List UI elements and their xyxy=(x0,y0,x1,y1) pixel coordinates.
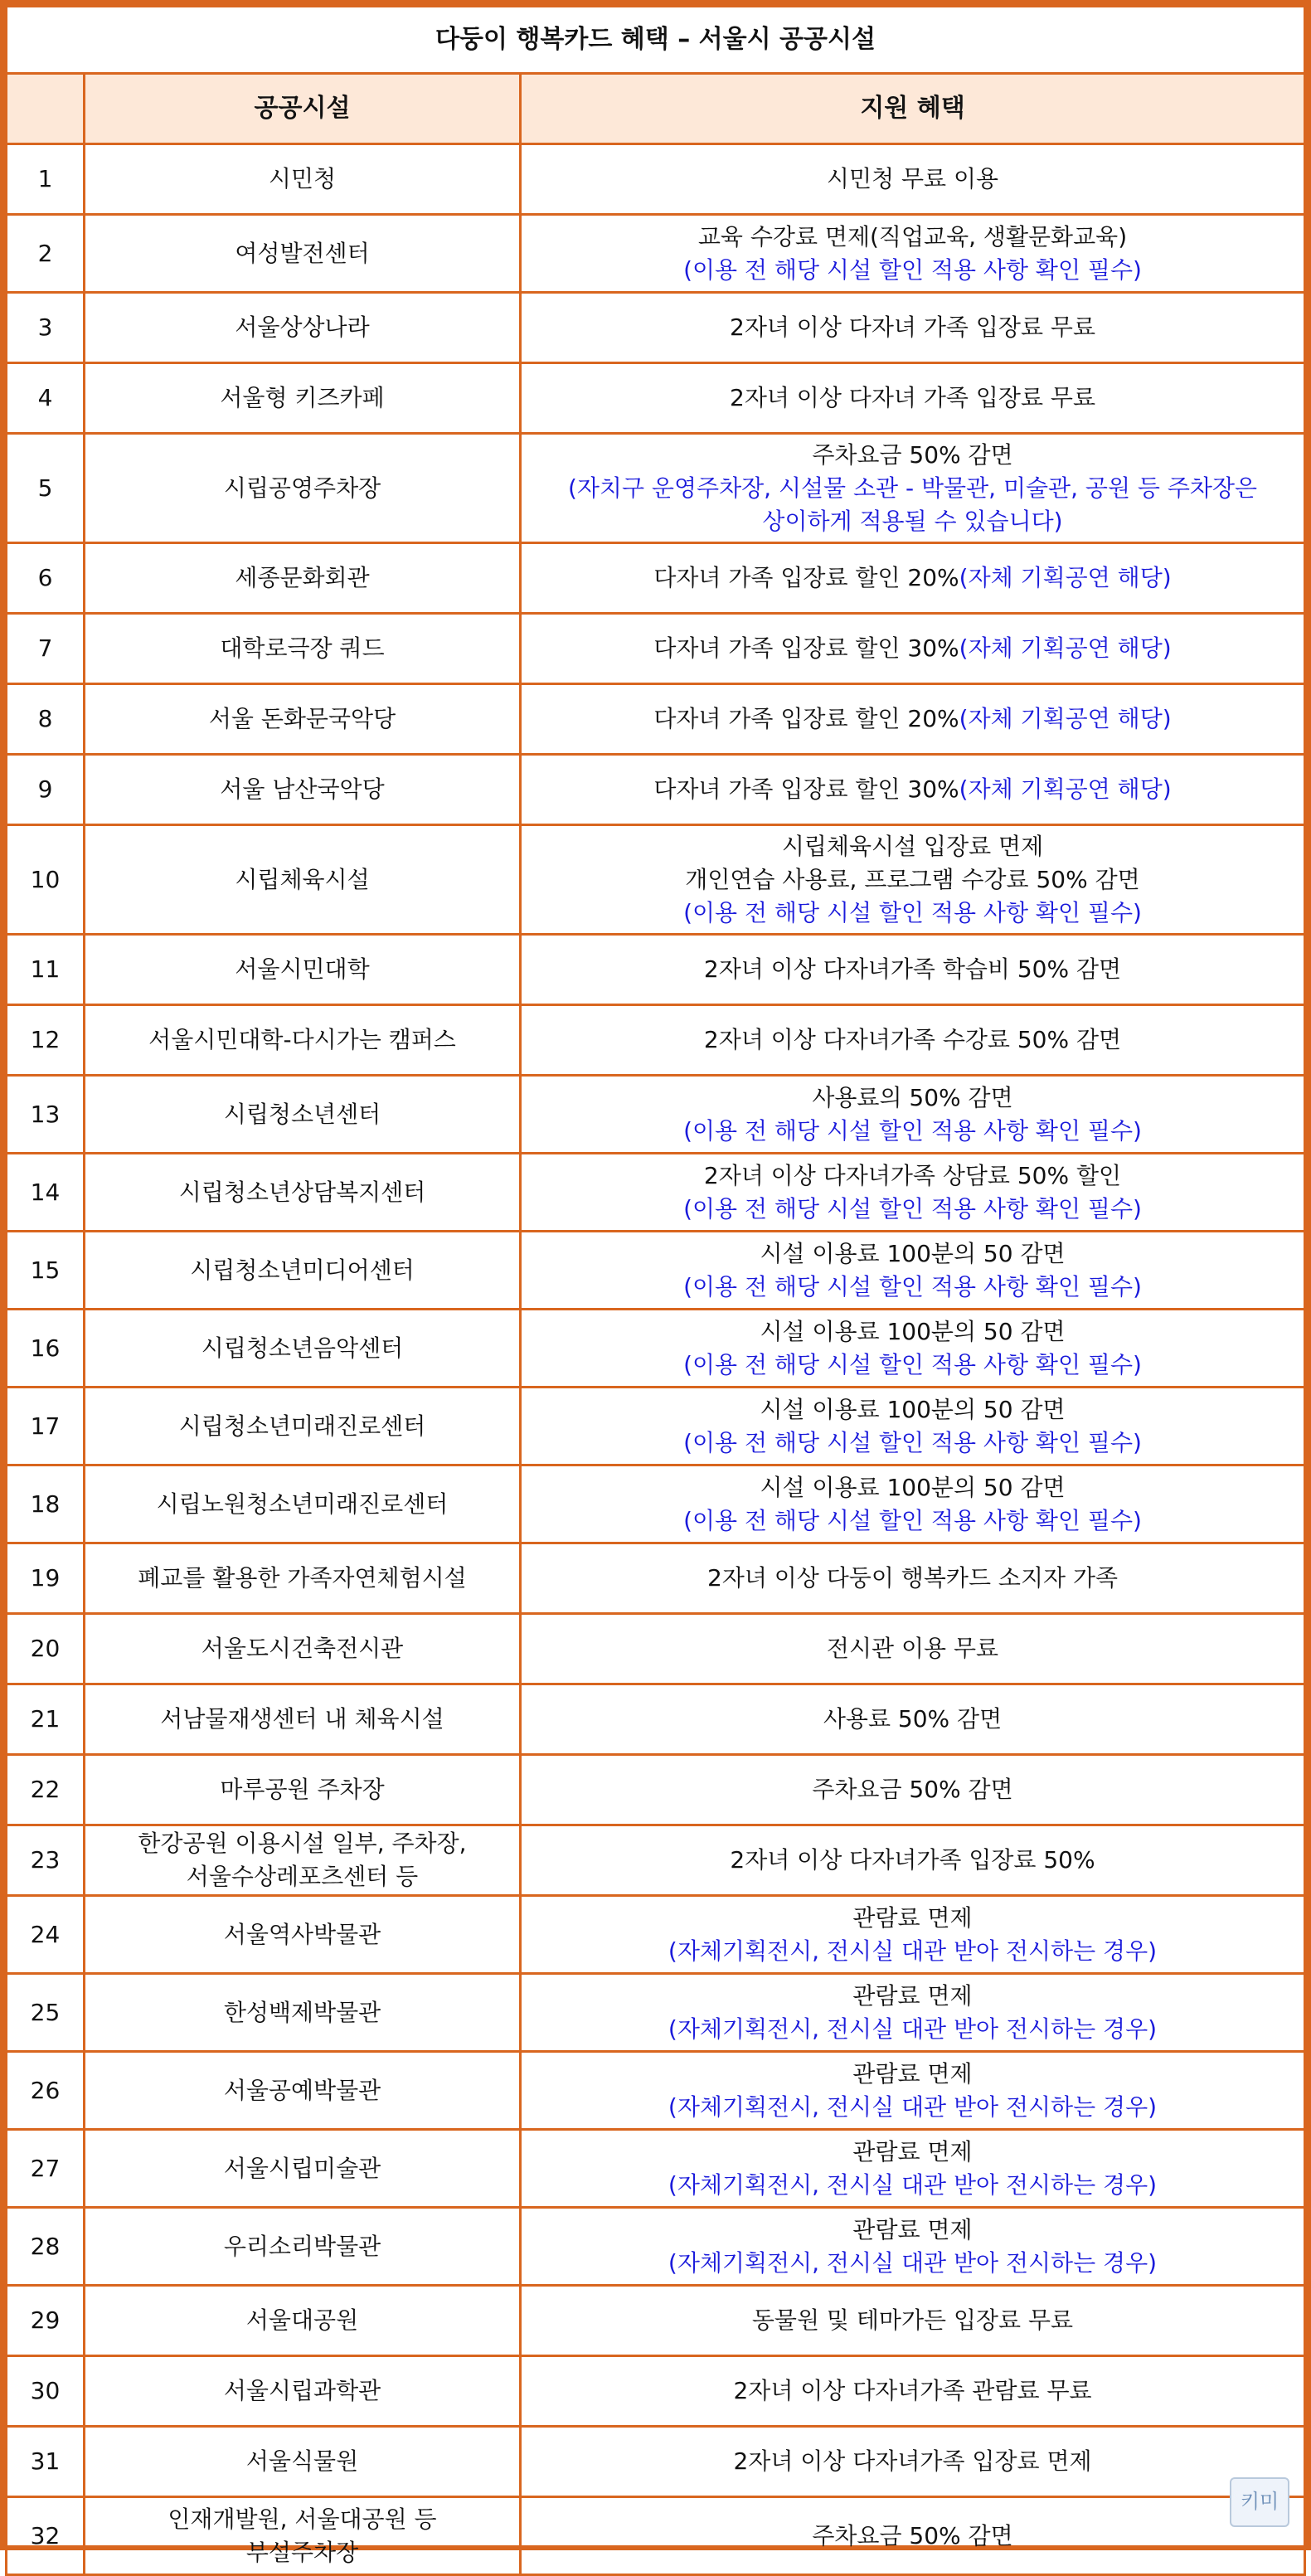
benefit-cell xyxy=(521,2356,1305,2427)
facility-name: 세종문화회관 xyxy=(235,564,370,591)
header-row xyxy=(7,74,1305,144)
column-header-number xyxy=(7,74,85,144)
table-row xyxy=(7,755,1305,825)
facility-cell xyxy=(85,684,521,755)
benefit-line xyxy=(532,1773,1294,1806)
facility-cell xyxy=(85,434,521,543)
facility-cell xyxy=(85,1755,521,1825)
facility-cell xyxy=(85,935,521,1005)
facility-name: 시립체육시설 xyxy=(235,865,370,893)
table-row xyxy=(7,684,1305,755)
facility-cell xyxy=(85,1825,521,1896)
benefit-cell xyxy=(521,684,1305,755)
benefit-line xyxy=(532,1393,1294,1427)
benefit-note-text: 상이하게 적용될 수 있습니다) xyxy=(762,507,1063,535)
benefit-note-text: (자체기획전시, 전시실 대관 받아 전시하는 경우) xyxy=(668,2015,1158,2043)
benefit-line xyxy=(532,1562,1294,1595)
benefit-cell xyxy=(521,1896,1305,1974)
table-row xyxy=(7,1896,1305,1974)
benefit-cell xyxy=(521,2208,1305,2286)
table-row xyxy=(7,1076,1305,1154)
row-number: 9 xyxy=(7,755,85,825)
row-number: 24 xyxy=(7,1896,85,1974)
benefit-note-text: (이용 전 해당 시설 할인 적용 사항 확인 필수) xyxy=(683,1116,1142,1145)
benefit-cell xyxy=(521,2286,1305,2356)
row-number: 16 xyxy=(7,1310,85,1388)
benefit-line xyxy=(532,1081,1294,1115)
column-header-facility: 공공시설 xyxy=(85,74,521,144)
row-number: 13 xyxy=(7,1076,85,1154)
benefit-note xyxy=(532,1115,1294,1148)
table-row xyxy=(7,2130,1305,2208)
benefit-cell xyxy=(521,1232,1305,1310)
benefit-text: 주차요금 50% 감면 xyxy=(812,1776,1013,1803)
benefit-text: 2자녀 이상 다자녀가족 상담료 50% 할인 xyxy=(703,1161,1122,1189)
benefit-line xyxy=(532,163,1294,196)
table-row xyxy=(7,2427,1305,2497)
benefit-text: 2자녀 이상 다자녀가족 관람료 무료 xyxy=(733,2377,1092,2404)
row-number: 8 xyxy=(7,684,85,755)
benefit-line xyxy=(532,830,1294,863)
benefit-line xyxy=(532,773,1294,806)
benefit-cell xyxy=(521,363,1305,434)
facility-cell xyxy=(85,144,521,215)
table-row xyxy=(7,1684,1305,1755)
row-number: 22 xyxy=(7,1755,85,1825)
facility-cell xyxy=(85,1310,521,1388)
facility-cell xyxy=(85,293,521,363)
row-number: 5 xyxy=(7,434,85,543)
facility-cell xyxy=(85,2208,521,2286)
benefit-line xyxy=(532,702,1294,736)
benefit-note xyxy=(532,1935,1294,1968)
facility-name: 서울상상나라 xyxy=(235,313,370,341)
facility-name: 서울시립과학관 xyxy=(223,2377,381,2404)
facility-name: 부설주차장 xyxy=(245,2538,359,2566)
row-number: 21 xyxy=(7,1684,85,1755)
facility-name: 우리소리박물관 xyxy=(223,2232,381,2260)
benefit-note xyxy=(532,2247,1294,2280)
table-row xyxy=(7,2286,1305,2356)
benefit-text: 시설 이용료 100분의 50 감면 xyxy=(760,1473,1066,1501)
benefit-cell xyxy=(521,434,1305,543)
benefit-line xyxy=(532,1844,1294,1877)
benefit-text: 2자녀 이상 다자녀 가족 입장료 무료 xyxy=(730,313,1095,341)
benefit-note xyxy=(532,1271,1294,1304)
benefit-text: 다자녀 가족 입장료 할인 30% xyxy=(653,775,959,803)
facility-name: 서울수상레포츠센터 등 xyxy=(186,1863,419,1890)
table-row xyxy=(7,1232,1305,1310)
benefit-text: 동물원 및 테마가든 입장료 무료 xyxy=(751,2306,1074,2334)
benefit-text: 사용료 50% 감면 xyxy=(823,1705,1003,1733)
facility-cell xyxy=(85,2427,521,2497)
row-number: 18 xyxy=(7,1465,85,1543)
facility-name: 서울공예박물관 xyxy=(223,2076,381,2104)
benefit-note xyxy=(532,1427,1294,1460)
table-row xyxy=(7,2208,1305,2286)
facility-cell xyxy=(85,1232,521,1310)
benefit-note-text: (자체기획전시, 전시실 대관 받아 전시하는 경우) xyxy=(668,2092,1158,2121)
facility-name: 시립청소년미디어센터 xyxy=(190,1256,415,1284)
benefit-cell xyxy=(521,614,1305,684)
benefit-text: 관람료 면제 xyxy=(852,2059,973,2088)
facility-cell xyxy=(85,1076,521,1154)
table-row xyxy=(7,1465,1305,1543)
facility-cell xyxy=(85,2130,521,2208)
table-row xyxy=(7,1614,1305,1684)
row-number: 15 xyxy=(7,1232,85,1310)
benefit-line xyxy=(532,1315,1294,1349)
facility-name: 서울역사박물관 xyxy=(223,1920,381,1948)
benefit-inline-note: (자체 기획공연 해당) xyxy=(959,705,1172,732)
title-row xyxy=(7,7,1305,74)
facility-cell xyxy=(85,2052,521,2130)
facility-cell xyxy=(85,215,521,293)
benefit-text: 교육 수강료 면제(직업교육, 생활문화교육) xyxy=(697,222,1128,250)
table-row xyxy=(7,2052,1305,2130)
row-number: 28 xyxy=(7,2208,85,2286)
benefit-note-text: (자체기획전시, 전시실 대관 받아 전시하는 경우) xyxy=(668,2170,1158,2199)
row-number: 3 xyxy=(7,293,85,363)
table-row xyxy=(7,825,1305,935)
benefit-text: 2자녀 이상 다자녀 가족 입장료 무료 xyxy=(730,384,1095,411)
facility-cell xyxy=(85,2497,521,2575)
benefit-line xyxy=(532,2058,1294,2091)
benefit-cell xyxy=(521,1154,1305,1232)
benefit-note-text: (이용 전 해당 시설 할인 적용 사항 확인 필수) xyxy=(683,1350,1142,1378)
benefit-text: 2자녀 이상 다자녀가족 입장료 면제 xyxy=(733,2447,1092,2475)
benefit-line xyxy=(532,311,1294,344)
benefit-line xyxy=(532,953,1294,986)
benefit-text: 다자녀 가족 입장료 할인 20% xyxy=(653,564,959,591)
benefit-note xyxy=(532,1504,1294,1538)
row-number: 20 xyxy=(7,1614,85,1684)
benefit-text: 2자녀 이상 다둥이 행복카드 소지자 가족 xyxy=(706,1564,1119,1592)
facility-name: 서울시민대학 xyxy=(235,955,370,983)
row-number: 7 xyxy=(7,614,85,684)
row-number: 17 xyxy=(7,1388,85,1465)
row-number: 6 xyxy=(7,543,85,614)
table-title: 다둥이 행복카드 혜택 – 서울시 공공시설 xyxy=(7,7,1305,74)
benefit-note xyxy=(532,472,1294,505)
benefit-cell xyxy=(521,543,1305,614)
benefit-cell xyxy=(521,825,1305,935)
benefit-cell xyxy=(521,1388,1305,1465)
benefit-cell xyxy=(521,215,1305,293)
facility-cell xyxy=(85,1543,521,1614)
benefit-line xyxy=(532,561,1294,595)
benefit-note-text: (이용 전 해당 시설 할인 적용 사항 확인 필수) xyxy=(683,1194,1142,1222)
facility-name: 서울식물원 xyxy=(245,2447,359,2475)
benefit-note-text: (자체기획전시, 전시실 대관 받아 전시하는 경우) xyxy=(668,2248,1158,2277)
benefit-cell xyxy=(521,2130,1305,2208)
benefit-cell xyxy=(521,1684,1305,1755)
benefit-inline-note: (자체 기획공연 해당) xyxy=(959,775,1172,803)
facility-name: 서울도시건축전시관 xyxy=(201,1635,404,1662)
facility-name: 폐교를 활용한 가족자연체험시설 xyxy=(138,1564,467,1592)
benefit-text: 주차요금 50% 감면 xyxy=(812,440,1013,469)
benefit-text: 2자녀 이상 다자녀가족 학습비 50% 감면 xyxy=(703,955,1122,983)
facility-name: 시립공영주차장 xyxy=(223,474,381,502)
watermark-logo: 키미 xyxy=(1230,2477,1289,2527)
table-row xyxy=(7,1543,1305,1614)
benefit-cell xyxy=(521,1825,1305,1896)
facility-name: 서울대공원 xyxy=(245,2306,359,2334)
row-number: 14 xyxy=(7,1154,85,1232)
facility-name: 시립노원청소년미래진로센터 xyxy=(156,1490,449,1518)
facility-cell xyxy=(85,1005,521,1076)
benefit-line xyxy=(532,2304,1294,2337)
benefit-text: 다자녀 가족 입장료 할인 30% xyxy=(653,634,959,662)
facility-cell xyxy=(85,1896,521,1974)
benefit-line xyxy=(532,221,1294,254)
benefit-text: 관람료 면제 xyxy=(852,2137,973,2165)
facility-name: 서울 돈화문국악당 xyxy=(208,705,396,732)
row-number: 23 xyxy=(7,1825,85,1896)
facility-name: 서남물재생센터 내 체육시설 xyxy=(160,1705,444,1733)
benefit-line xyxy=(532,632,1294,665)
benefit-cell xyxy=(521,293,1305,363)
facility-cell xyxy=(85,755,521,825)
benefit-line xyxy=(532,2445,1294,2478)
row-number: 26 xyxy=(7,2052,85,2130)
benefit-note xyxy=(532,1349,1294,1382)
row-number: 29 xyxy=(7,2286,85,2356)
benefit-cell xyxy=(521,2052,1305,2130)
benefit-line xyxy=(532,863,1294,897)
row-number: 19 xyxy=(7,1543,85,1614)
table-row xyxy=(7,293,1305,363)
benefit-inline-note: (자체 기획공연 해당) xyxy=(959,634,1172,662)
benefit-line xyxy=(532,1980,1294,2013)
benefit-note-text: (이용 전 해당 시설 할인 적용 사항 확인 필수) xyxy=(683,1428,1142,1456)
benefit-cell xyxy=(521,1543,1305,1614)
table-row xyxy=(7,1974,1305,2052)
benefit-text: 시설 이용료 100분의 50 감면 xyxy=(760,1395,1066,1423)
benefit-text: 다자녀 가족 입장료 할인 20% xyxy=(653,705,959,732)
benefit-line xyxy=(532,2520,1294,2553)
row-number: 25 xyxy=(7,1974,85,2052)
row-number: 31 xyxy=(7,2427,85,2497)
benefit-text: 관람료 면제 xyxy=(852,2215,973,2243)
benefit-cell xyxy=(521,1614,1305,1684)
benefit-line xyxy=(532,1159,1294,1193)
row-number: 12 xyxy=(7,1005,85,1076)
row-number: 11 xyxy=(7,935,85,1005)
facility-cell xyxy=(85,1465,521,1543)
facility-name: 마루공원 주차장 xyxy=(220,1776,385,1803)
facility-cell xyxy=(85,825,521,935)
benefit-note xyxy=(532,1193,1294,1226)
benefit-cell xyxy=(521,1076,1305,1154)
facility-name: 한성백제박물관 xyxy=(223,1998,381,2026)
benefit-note-text: (이용 전 해당 시설 할인 적용 사항 확인 필수) xyxy=(683,1506,1142,1534)
benefit-note-text: (이용 전 해당 시설 할인 적용 사항 확인 필수) xyxy=(683,898,1142,926)
benefit-text: 시설 이용료 100분의 50 감면 xyxy=(760,1239,1066,1267)
table-row xyxy=(7,1310,1305,1388)
table-row xyxy=(7,1005,1305,1076)
benefit-text: 사용료의 50% 감면 xyxy=(812,1083,1013,1111)
benefit-line xyxy=(532,2374,1294,2408)
benefit-text: 전시관 이용 무료 xyxy=(826,1635,999,1662)
benefit-text: 2자녀 이상 다자녀가족 입장료 50% xyxy=(730,1846,1095,1874)
benefit-line xyxy=(532,1703,1294,1736)
facility-name: 시립청소년미래진로센터 xyxy=(178,1412,426,1440)
benefit-cell xyxy=(521,2497,1305,2575)
table-row xyxy=(7,1755,1305,1825)
facility-cell xyxy=(85,1154,521,1232)
table-row xyxy=(7,935,1305,1005)
facility-cell xyxy=(85,543,521,614)
row-number: 30 xyxy=(7,2356,85,2427)
benefit-line xyxy=(532,1237,1294,1271)
table-row xyxy=(7,543,1305,614)
benefit-cell xyxy=(521,755,1305,825)
row-number: 4 xyxy=(7,363,85,434)
benefit-text: 시민청 무료 이용 xyxy=(826,165,999,192)
benefit-note xyxy=(532,2169,1294,2202)
benefit-cell xyxy=(521,1465,1305,1543)
benefits-table xyxy=(5,5,1306,2576)
row-number: 27 xyxy=(7,2130,85,2208)
facility-name: 시립청소년센터 xyxy=(223,1100,381,1128)
benefit-line xyxy=(532,1902,1294,1935)
benefit-note xyxy=(532,2091,1294,2124)
benefit-note xyxy=(532,505,1294,538)
benefit-note-text: (자체기획전시, 전시실 대관 받아 전시하는 경우) xyxy=(668,1937,1158,1965)
table-row xyxy=(7,1388,1305,1465)
facility-name: 여성발전센터 xyxy=(235,239,370,267)
table-row xyxy=(7,2356,1305,2427)
facility-cell xyxy=(85,1388,521,1465)
facility-cell xyxy=(85,1974,521,2052)
benefit-text: 관람료 면제 xyxy=(852,1981,973,2010)
benefit-text: 2자녀 이상 다자녀가족 수강료 50% 감면 xyxy=(703,1026,1122,1053)
benefit-line xyxy=(532,439,1294,472)
table-row xyxy=(7,215,1305,293)
facility-cell xyxy=(85,1684,521,1755)
benefit-text: 시설 이용료 100분의 50 감면 xyxy=(760,1317,1066,1345)
column-header-benefit: 지원 혜택 xyxy=(521,74,1305,144)
facility-name: 한강공원 이용시설 일부, 주차장, xyxy=(138,1830,467,1857)
facility-cell xyxy=(85,614,521,684)
facility-name: 인재개발원, 서울대공원 등 xyxy=(168,2505,437,2533)
benefit-line xyxy=(532,382,1294,415)
row-number: 1 xyxy=(7,144,85,215)
benefit-text: 시립체육시설 입장료 면제 xyxy=(781,832,1044,860)
facility-name: 서울시립미술관 xyxy=(223,2154,381,2182)
benefit-cell xyxy=(521,1005,1305,1076)
table-row xyxy=(7,614,1305,684)
benefit-inline-note: (자체 기획공연 해당) xyxy=(959,564,1172,591)
facility-cell xyxy=(85,2356,521,2427)
benefit-cell xyxy=(521,2427,1305,2497)
benefit-note-text: (자치구 운영주차장, 시설물 소관 - 박물관, 미술관, 공원 등 주차장은 xyxy=(567,474,1258,502)
table-row xyxy=(7,1154,1305,1232)
benefit-line xyxy=(532,2214,1294,2247)
benefit-text: 주차요금 50% 감면 xyxy=(812,2521,1013,2549)
facility-cell xyxy=(85,1614,521,1684)
facility-name: 시립청소년상담복지센터 xyxy=(178,1178,426,1206)
table-row xyxy=(7,2497,1305,2575)
facility-name: 시립청소년음악센터 xyxy=(201,1334,404,1362)
row-number: 10 xyxy=(7,825,85,935)
benefit-line xyxy=(532,1023,1294,1057)
facility-name: 서울시민대학-다시가는 캠퍼스 xyxy=(148,1026,456,1053)
facility-name: 서울 남산국악당 xyxy=(220,775,385,803)
benefit-cell xyxy=(521,1755,1305,1825)
table-body xyxy=(7,144,1305,2575)
benefit-note-text: (이용 전 해당 시설 할인 적용 사항 확인 필수) xyxy=(683,1272,1142,1300)
table-row xyxy=(7,363,1305,434)
benefit-line xyxy=(532,1471,1294,1504)
row-number: 32 xyxy=(7,2497,85,2575)
benefit-cell xyxy=(521,935,1305,1005)
facility-name: 대학로극장 쿼드 xyxy=(220,634,385,662)
benefit-line xyxy=(532,2136,1294,2169)
benefit-cell xyxy=(521,1310,1305,1388)
benefit-note xyxy=(532,897,1294,930)
table-row xyxy=(7,1825,1305,1896)
benefit-line xyxy=(532,1632,1294,1665)
benefit-cell xyxy=(521,144,1305,215)
facility-cell xyxy=(85,363,521,434)
benefit-cell xyxy=(521,1974,1305,2052)
facility-name: 시민청 xyxy=(268,165,337,192)
table-row xyxy=(7,434,1305,543)
row-number: 2 xyxy=(7,215,85,293)
facility-name: 서울형 키즈카페 xyxy=(220,384,385,411)
benefit-note-text: (이용 전 해당 시설 할인 적용 사항 확인 필수) xyxy=(683,255,1142,284)
facility-cell xyxy=(85,2286,521,2356)
benefit-text: 관람료 면제 xyxy=(852,1903,973,1932)
benefit-text: 개인연습 사용료, 프로그램 수강료 50% 감면 xyxy=(685,865,1140,893)
table-row xyxy=(7,144,1305,215)
benefit-note xyxy=(532,2013,1294,2046)
benefit-note xyxy=(532,254,1294,287)
